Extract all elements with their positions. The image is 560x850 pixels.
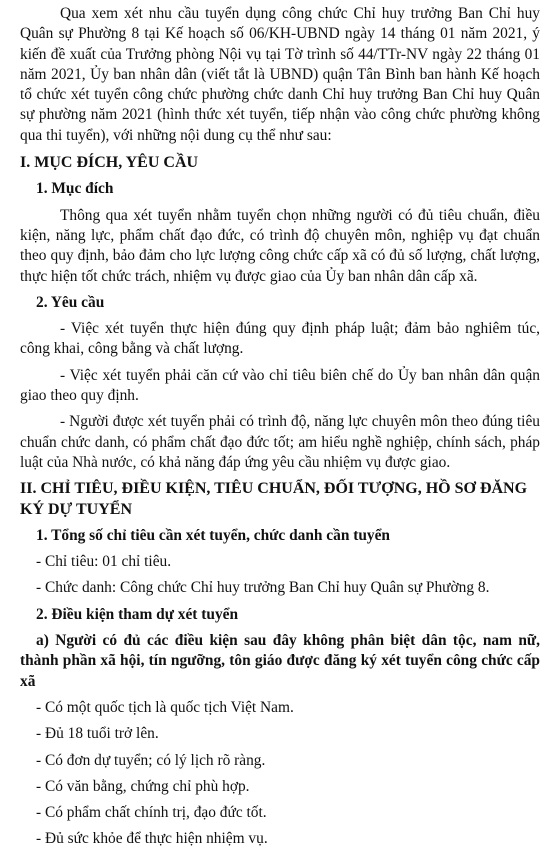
requirement-item: - Người được xét tuyển phải có trình độ, năng lực chuyên môn theo đúng tiêu chuẩn chức danh, có phẩm chất đạo đức tốt; am hiểu nghề nghiệp, chính sách, pháp luật của Nhà nước, có khả năng đáp ứng yêu cầu nhiệm vụ được giao.	[20, 413, 540, 471]
condition-item: - Có đơn dự tuyển; có lý lịch rõ ràng.	[36, 751, 266, 769]
condition-item: - Có phẩm chất chính trị, đạo đức tốt.	[36, 804, 267, 822]
quota-item: - Chỉ tiêu: 01 chỉ tiêu.	[36, 553, 172, 571]
condition-item: - Đủ 18 tuổi trở lên.	[36, 725, 159, 743]
requirement-item: - Việc xét tuyển thực hiện đúng quy định pháp luật; đảm bảo nghiêm túc, công khai, công bằng và chất lượng.	[20, 320, 540, 358]
section-2-heading: II. CHỈ TIÊU, ĐIỀU KIỆN, TIÊU CHUẨN, ĐỐI TƯỢNG, HỒ SƠ ĐĂNG KÝ DỰ TUYỂN	[20, 480, 528, 518]
section-1-1-text: Thông qua xét tuyển nhằm tuyển chọn những người có đủ tiêu chuẩn, điều kiện, năng lực, phẩm chất đạo đức, có trình độ chuyên môn, nghiệp vụ đạt chuẩn theo quy định, bảo đảm cho lực lượng công chức cấp xã có đủ số lượng, chất lượng, thực hiện tốt chức trách, nhiệm vụ được giao của Ủy ban nhân dân cấp xã.	[20, 206, 540, 285]
requirement-item: - Việc xét tuyển phải căn cứ vào chỉ tiêu biên chế do Ủy ban nhân dân quận giao theo quy định.	[20, 366, 540, 405]
intro-paragraph: Qua xem xét nhu cầu tuyển dụng công chức Chỉ huy trưởng Ban Chỉ huy Quân sự Phường 8 tại Kế hoạch số 06/KH-UBND ngày 14 tháng 01 năm 2021, ý kiến đề xuất của Trưởng phòng Nội vụ tại Tờ trình số 44/TTr-NV ngày 22 tháng 01 năm 2021, Ủy ban nhân dân (viết tắt là UBND) quận Tân Bình ban hành Kế hoạch tổ chức xét tuyển công chức phường chức danh Chỉ huy trưởng Ban Chỉ huy Quân sự phường năm 2021 (hình thức xét tuyển, tiếp nhận vào công chức phường không qua thi tuyển), với những nội dung cụ thể như sau:	[20, 5, 540, 144]
condition-item: - Đủ sức khỏe để thực hiện nhiệm vụ.	[36, 830, 268, 848]
condition-item: - Có một quốc tịch là quốc tịch Việt Nam.	[36, 698, 294, 716]
section-2-2-heading: 2. Điều kiện tham dự xét tuyển	[36, 605, 239, 623]
section-1-1-heading: 1. Mục đích	[36, 180, 114, 198]
quota-item: - Chức danh: Công chức Chỉ huy trưởng Ban Chỉ huy Quân sự Phường 8.	[36, 579, 490, 597]
condition-item: - Có văn bằng, chứng chỉ phù hợp.	[36, 777, 250, 795]
section-1-2-heading: 2. Yêu cầu	[36, 293, 105, 311]
section-2-2a-text: a) Người có đủ các điều kiện sau đây không phân biệt dân tộc, nam nữ, thành phần xã hội, tín ngưỡng, tôn giáo được đăng ký xét tuyển công chức cấp xã	[20, 632, 540, 690]
section-1-heading: I. MỤC ĐÍCH, YÊU CẦU	[20, 154, 199, 172]
section-2-1-heading: 1. Tổng số chỉ tiêu cần xét tuyển, chức danh cần tuyển	[36, 526, 390, 544]
